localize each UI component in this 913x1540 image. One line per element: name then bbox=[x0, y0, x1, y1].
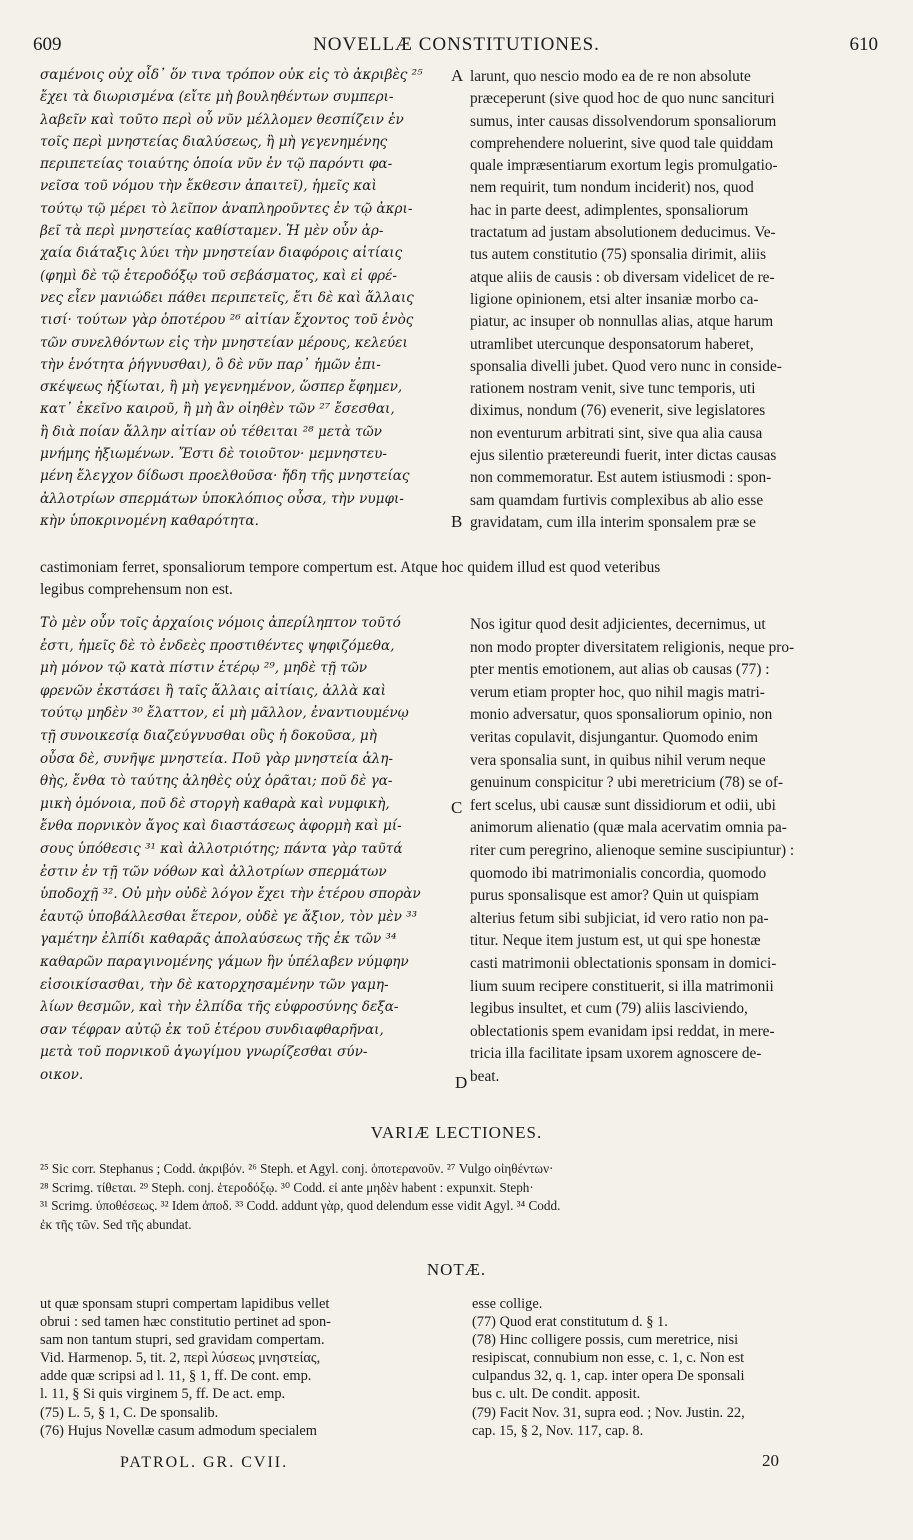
text-line: ³¹ Scrimg. ὑποθέσεως. ³² Idem ἀποδ. ³³ Codd. addunt γὰρ, quod delendum esse vidit Agyl. ³⁴ Codd. bbox=[40, 1198, 561, 1213]
text-line: esse collige. bbox=[472, 1296, 543, 1312]
text-line: verum etiam propter hoc, quo nihil magis matri- bbox=[470, 683, 765, 701]
text-line: τῶν συνελθόντων εἰς τὴν μνηστείαν μέρους, κελεύει bbox=[40, 334, 408, 351]
text-line: ligione opinionem, etsi alter insaniæ morbo ca- bbox=[470, 290, 759, 308]
text-line: larunt, quo nescio modo ea de re non absolute bbox=[470, 68, 751, 85]
sheet-number: 20 bbox=[762, 1451, 779, 1470]
text-line: gravidatam, cum illa interim sponsalem præ se bbox=[470, 513, 756, 531]
text-line: ὑποδοχῇ ³². Οὐ μὴν οὐδὲ λόγον ἔχει τὴν ἑτέρου σπορὰν bbox=[40, 886, 421, 903]
text-line: μικὴ ὁμόνοια, ποῦ δὲ στοργὴ καθαρὰ καὶ νυμφικὴ, bbox=[40, 795, 390, 812]
text-line: monio adversatur, quos sponsaliorum opinio, non bbox=[470, 706, 773, 724]
notes-right-column bbox=[472, 1295, 882, 1440]
text-line: sam quamdam furtivis complexibus ab alio esse bbox=[470, 491, 764, 509]
text-line: Nos igitur quod desit adjicientes, decernimus, ut bbox=[470, 616, 766, 633]
text-line: oblectationis spem evanidam ipsi reddat, in mere- bbox=[470, 1022, 775, 1040]
text-line: μνήμης ἠξιωμένων. Ἔστι δὲ τοιοῦτον· μεμνηστευ- bbox=[40, 446, 387, 463]
greek-column-middle bbox=[40, 612, 450, 1086]
text-line: legibus insultet, et cum (79) aliis lasciviendo, bbox=[470, 1000, 748, 1018]
text-line: titur. Neque item justum est, ut qui spe honestæ bbox=[470, 932, 761, 950]
margin-marker-d: D bbox=[455, 1073, 468, 1092]
text-line: quale impræsentiarum exortum legis promulgatio- bbox=[470, 157, 778, 175]
text-line: animorum alienatio (quæ mala acervatim omnia pa- bbox=[470, 819, 787, 837]
notes-left-column bbox=[40, 1295, 455, 1440]
text-line: ²⁸ Scrimg. τίθεται. ²⁹ Steph. conj. ἑτεροδόξῳ. ³⁰ Codd. εἰ ante μηδὲν habent : expunxit. Steph· bbox=[40, 1179, 534, 1195]
text-line: pter mentis emotionem, aut alias ob causas (77) : bbox=[470, 661, 770, 679]
text-line: purus sponsalisque est amor? Quin ut quispiam bbox=[470, 887, 759, 905]
text-line: σαμένοις οὐχ οἶδ᾽ ὅν τινα τρόπον οὐκ εἰς τὸ ἀκριβὲς ²⁵ bbox=[40, 67, 423, 83]
variae-lectiones-title: VARIÆ LECTIONES. bbox=[370, 1123, 543, 1142]
text-line: alterius fetum sibi subjiciat, id vero ratio non pa- bbox=[470, 909, 769, 927]
text-line: legibus comprehensum non est. bbox=[40, 581, 233, 598]
text-line: σους ὑπόθεσις ³¹ καὶ ἀλλοτριότης; πάντα γὰρ ταῦτά bbox=[40, 840, 403, 857]
margin-marker-a: A bbox=[451, 66, 464, 85]
text-line: non commemoratur. Est autem istiusmodi : spon- bbox=[470, 469, 772, 487]
text-line: nem requirit, tum nondum inciderit) nos, quod bbox=[470, 179, 754, 197]
text-line: γαμέτην ἐλπίδι καθαρᾶς ἀπολαύσεως τῆς ἐκ τῶν ³⁴ bbox=[40, 931, 397, 948]
text-line: οὖσα δὲ, συνῆψε μνηστεία. Ποῦ γὰρ μνηστεία ἀλη- bbox=[40, 750, 394, 767]
text-line: τισί· τούτων γὰρ ὁποτέρου ²⁶ αἰτίαν ἔχοντος τοῦ ἑνὸς bbox=[40, 312, 414, 329]
text-line: ἐστι, ἡμεῖς δὲ τὸ ἐνδεὲς προστιθέντες ψηφιζόμεθα, bbox=[40, 637, 395, 654]
text-line: (78) Hinc colligere possis, cum meretrice, nisi bbox=[472, 1332, 739, 1349]
text-line: lium suum recipere constituerit, si illa matrimonii bbox=[470, 977, 774, 995]
text-line: quomodo ibi matrimonialis concordia, quomodo bbox=[470, 864, 767, 882]
text-line: (φημὶ δὲ τῷ ἑτεροδόξῳ τοῦ σεβάσματος, καὶ εἰ φρέ- bbox=[40, 267, 397, 284]
text-line: ἐκ τῆς τῶν. Sed τῆς abundat. bbox=[40, 1216, 192, 1232]
text-line: μετὰ τοῦ πορνικοῦ ἀγωγίμου γνωρίζεσθαι σύν- bbox=[40, 1044, 368, 1061]
text-line: λαβεῖν καὶ τοῦτο περὶ οὗ νῦν μέλλομεν θεσπίζειν ἐν bbox=[40, 111, 404, 128]
text-line: καθαρῶν παραγινομένης γάμων ἣν ὑπέλαβεν νύμφην bbox=[40, 953, 409, 970]
right-page-number: 610 bbox=[849, 34, 878, 55]
text-line: utramlibet utercunque desponsatorum haberet, bbox=[470, 335, 754, 353]
text-line: ἢ διὰ ποίαν ἄλλην αἰτίαν οὐ τέθειται ²⁸ μετὰ τῶν bbox=[40, 423, 382, 440]
text-line: (79) Facit Nov. 31, supra eod. ; Nov. Justin. 22, bbox=[472, 1404, 745, 1421]
text-line: φρενῶν ἐκστάσει ἢ ταῖς ἄλλαις αἰτίαις, ἀλλὰ καὶ bbox=[40, 682, 386, 699]
text-line: vera sponsalia sunt, in quibus nihil verum neque bbox=[470, 751, 766, 769]
text-line: (75) L. 5, § 1, C. De sponsalib. bbox=[40, 1404, 219, 1421]
text-line: diximus, nondum (76) evenerit, sive legislatores bbox=[470, 402, 766, 420]
printer-signature: PATROL. GR. CVII. bbox=[120, 1454, 289, 1471]
text-line: μὴ μόνον τῷ κατὰ πίστιν ἑτέρῳ ²⁹, μηδὲ τῇ τῶν bbox=[40, 660, 368, 677]
text-line: (76) Hujus Novellæ casum admodum specialem bbox=[40, 1422, 317, 1439]
text-line: ἔνθα πορνικὸν ἄγος καὶ διαστάσεως ἀφορμὴ καὶ μί- bbox=[40, 818, 402, 835]
text-line: fert scelus, ubi causæ sunt dissidiorum et odii, ubi bbox=[470, 796, 776, 814]
text-line: τούτῳ μηδὲν ³⁰ ἔλαττον, εἰ μὴ μᾶλλον, ἐναντιουμένῳ bbox=[40, 705, 409, 722]
text-line: beat. bbox=[470, 1067, 500, 1085]
text-line: tractatum ad justam absolutionem deducimus. Ve- bbox=[470, 224, 776, 242]
text-line: χαία διάταξις λύει τὴν μνηστείαν διαφόροις αἰτίαις bbox=[40, 245, 403, 262]
text-line: comprehendere noluerint, sive quod tale quiddam bbox=[470, 134, 774, 152]
text-line: τῇ συνοικεσίᾳ διαζεύγνυσθαι οὓς ἡ δοκοῦσα, μὴ bbox=[40, 727, 377, 744]
text-line: τοῖς περὶ μνηστείας διαλύσεως, ἢ μὴ γεγενημένης bbox=[40, 133, 388, 150]
text-line: σαν τέφραν αὐτῷ ἐκ τοῦ ἑτέρου συνδιαφθαρῆναι, bbox=[40, 1021, 384, 1038]
text-line: θὴς, ἔνθα τὸ ταύτης ἀληθὲς οὐχ ὁρᾶται; ποῦ δὲ γα- bbox=[40, 773, 393, 790]
text-line: genuinum conspicitur ? ubi meretricium (78) se of- bbox=[470, 774, 784, 792]
text-line: τὴν ἑνότητα ῥήγνυσθαι), ὃ δὲ νῦν παρ᾽ ἡμῶν ἐπι- bbox=[40, 356, 381, 373]
text-line: riter cum peregrino, alienoque semine suscipiuntur) : bbox=[470, 841, 795, 859]
notae-title: NOTÆ. bbox=[426, 1260, 487, 1279]
text-line: περιπετείας τοιαύτης ὁποία νῦν ἐν τῷ παρόντι φα- bbox=[40, 156, 393, 173]
text-line: resipiscat, connubium non esse, c. 1, c. Non est bbox=[472, 1350, 745, 1367]
variae-lectiones-text bbox=[40, 1160, 880, 1234]
full-width-latin-lines bbox=[40, 557, 880, 601]
text-line: hac in parte deest, adimplentes, sponsaliorum bbox=[470, 201, 749, 219]
margin-marker-b: B bbox=[451, 512, 463, 531]
text-line: non modo propter diversitatem religionis, neque pro- bbox=[470, 638, 795, 656]
text-line: ut quæ sponsam stupri compertam lapidibus vellet bbox=[40, 1296, 330, 1312]
text-line: sponsalia divelli jubet. Quod vero nunc in conside- bbox=[470, 357, 782, 375]
text-line: βεῖ τὰ περὶ μνηστείας καθίσταμεν. Ἡ μὲν οὖν ἀρ- bbox=[40, 223, 384, 240]
text-line: culpandus 32, q. 1, cap. inter opera De sponsali bbox=[472, 1368, 745, 1385]
latin-column-top bbox=[470, 66, 880, 534]
text-line: (77) Quod erat constitutum d. § 1. bbox=[472, 1314, 668, 1331]
text-line: ἀλλοτρίων σπερμάτων ὑποκλόπιος οὖσα, τὴν νυμφι- bbox=[40, 490, 404, 507]
text-line: ²⁵ Sic corr. Stephanus ; Codd. ἀκριβόν. ²⁶ Steph. et Agyl. conj. ὁποτερανοῦν. ²⁷ Vulgo οἰηθέντων· bbox=[40, 1161, 554, 1176]
text-line: castimoniam ferret, sponsaliorum tempore compertum est. Atque hoc quidem illud est quod veteribus bbox=[40, 559, 661, 576]
text-line: tus autem constitutio (75) sponsalia dirimit, aliis bbox=[470, 246, 767, 264]
text-line: tricia illa facilitate ipsam uxorem agnoscere de- bbox=[470, 1045, 762, 1063]
text-line: piatur, ac insuper ob nonnullas alias, atque harum bbox=[470, 313, 774, 331]
greek-column-top bbox=[40, 64, 450, 532]
text-line: κατ᾽ ἐκεῖνο καιροῦ, ἢ μὴ ἂν οἰηθὲν τῶν ²⁷ ἔσεσθαι, bbox=[40, 401, 395, 418]
text-line: ἐστιν ἐν τῇ τῶν νόθων καὶ ἀλλοτρίων σπερμάτων bbox=[40, 863, 387, 880]
text-line: sumus, inter causas dissolvendorum sponsaliorum bbox=[470, 112, 777, 130]
text-line: Vid. Harmenop. 5, tit. 2, περὶ λύσεως μνηστείας, bbox=[40, 1350, 321, 1367]
text-line: Τὸ μὲν οὖν τοῖς ἀρχαίοις νόμοις ἀπερίληπτον τοῦτό bbox=[40, 615, 401, 631]
text-line: bus c. ult. De condit. apposit. bbox=[472, 1386, 641, 1403]
text-line: rationem nostram venit, sive tunc temporis, uti bbox=[470, 380, 756, 398]
text-line: μένη ἔλεγχον δίδωσι προελθοῦσα· ἤδη τῆς μνηστείας bbox=[40, 468, 410, 485]
text-line: casti matrimonii oblectationis sponsam in domici- bbox=[470, 954, 777, 972]
text-line: adde quæ scripsi ad l. 11, § 1, ff. De cont. emp. bbox=[40, 1368, 312, 1385]
text-line: ἑαυτῷ ὑποβάλλεσθαι ἕτερον, οὐδὲ γε ἄξιον, τὸν μὲν ³³ bbox=[40, 908, 418, 925]
text-line: σκέψεως ἠξίωται, ἢ μὴ γεγενημένον, ὥσπερ ἔφημεν, bbox=[40, 379, 403, 396]
text-line: cap. 15, § 2, Nov. 117, cap. 8. bbox=[472, 1422, 644, 1439]
text-line: εἰσοικίσασθαι, τὴν δὲ κατορχησαμένην τῶν γαμη- bbox=[40, 976, 389, 993]
text-line: obrui : sed tamen hæc constitutio pertinet ad spon- bbox=[40, 1314, 331, 1331]
text-line: νες εἶεν μανιώδει πάθει περιπετεῖς, ἔτι δὲ καὶ ἄλλαις bbox=[40, 289, 414, 306]
text-line: οικον. bbox=[40, 1066, 84, 1083]
latin-column-middle bbox=[470, 614, 880, 1088]
text-line: veritas copulavit, disjungantur. Quomodo enim bbox=[470, 728, 759, 746]
text-line: κὴν ὑποκρινομένη καθαρότητα. bbox=[40, 512, 259, 529]
text-line: præceperunt (sive quod hoc de quo nunc sanciturі bbox=[470, 90, 775, 108]
text-line: λίων θεσμῶν, καὶ τὴν ἐλπίδα τῆς εὐφροσύνης δεξα- bbox=[40, 999, 399, 1016]
text-line: l. 11, § Si quis virginem 5, ff. De act. emp. bbox=[40, 1386, 286, 1403]
left-page-number: 609 bbox=[33, 34, 62, 55]
text-line: sam non tantum stupri, sed gravidam compertam. bbox=[40, 1332, 325, 1349]
text-line: atque aliis de causis : ob diversam videlicet de re- bbox=[470, 268, 775, 286]
running-title: NOVELLÆ CONSTITUTIONES. bbox=[313, 34, 600, 55]
text-line: non eventurum arbitrati sint, sive qua alia causa bbox=[470, 424, 763, 442]
text-line: τούτῳ τῷ μέρει τὸ λεῖπον ἀναπληροῦντες ἐν τῷ ἀκρι- bbox=[40, 200, 413, 217]
margin-marker-c: C bbox=[451, 798, 463, 817]
text-line: ἔχει τὰ διωρισμένα (εἴτε μὴ βουληθέντων συμπερι- bbox=[40, 89, 394, 106]
text-line: ejus silentio prætereundi fuerit, inter dictas causas bbox=[470, 447, 777, 465]
text-line: νεῖσα τοῦ νόμου τὴν ἔκθεσιν ἀπαιτεῖ), ἡμεῖς καὶ bbox=[40, 178, 377, 195]
